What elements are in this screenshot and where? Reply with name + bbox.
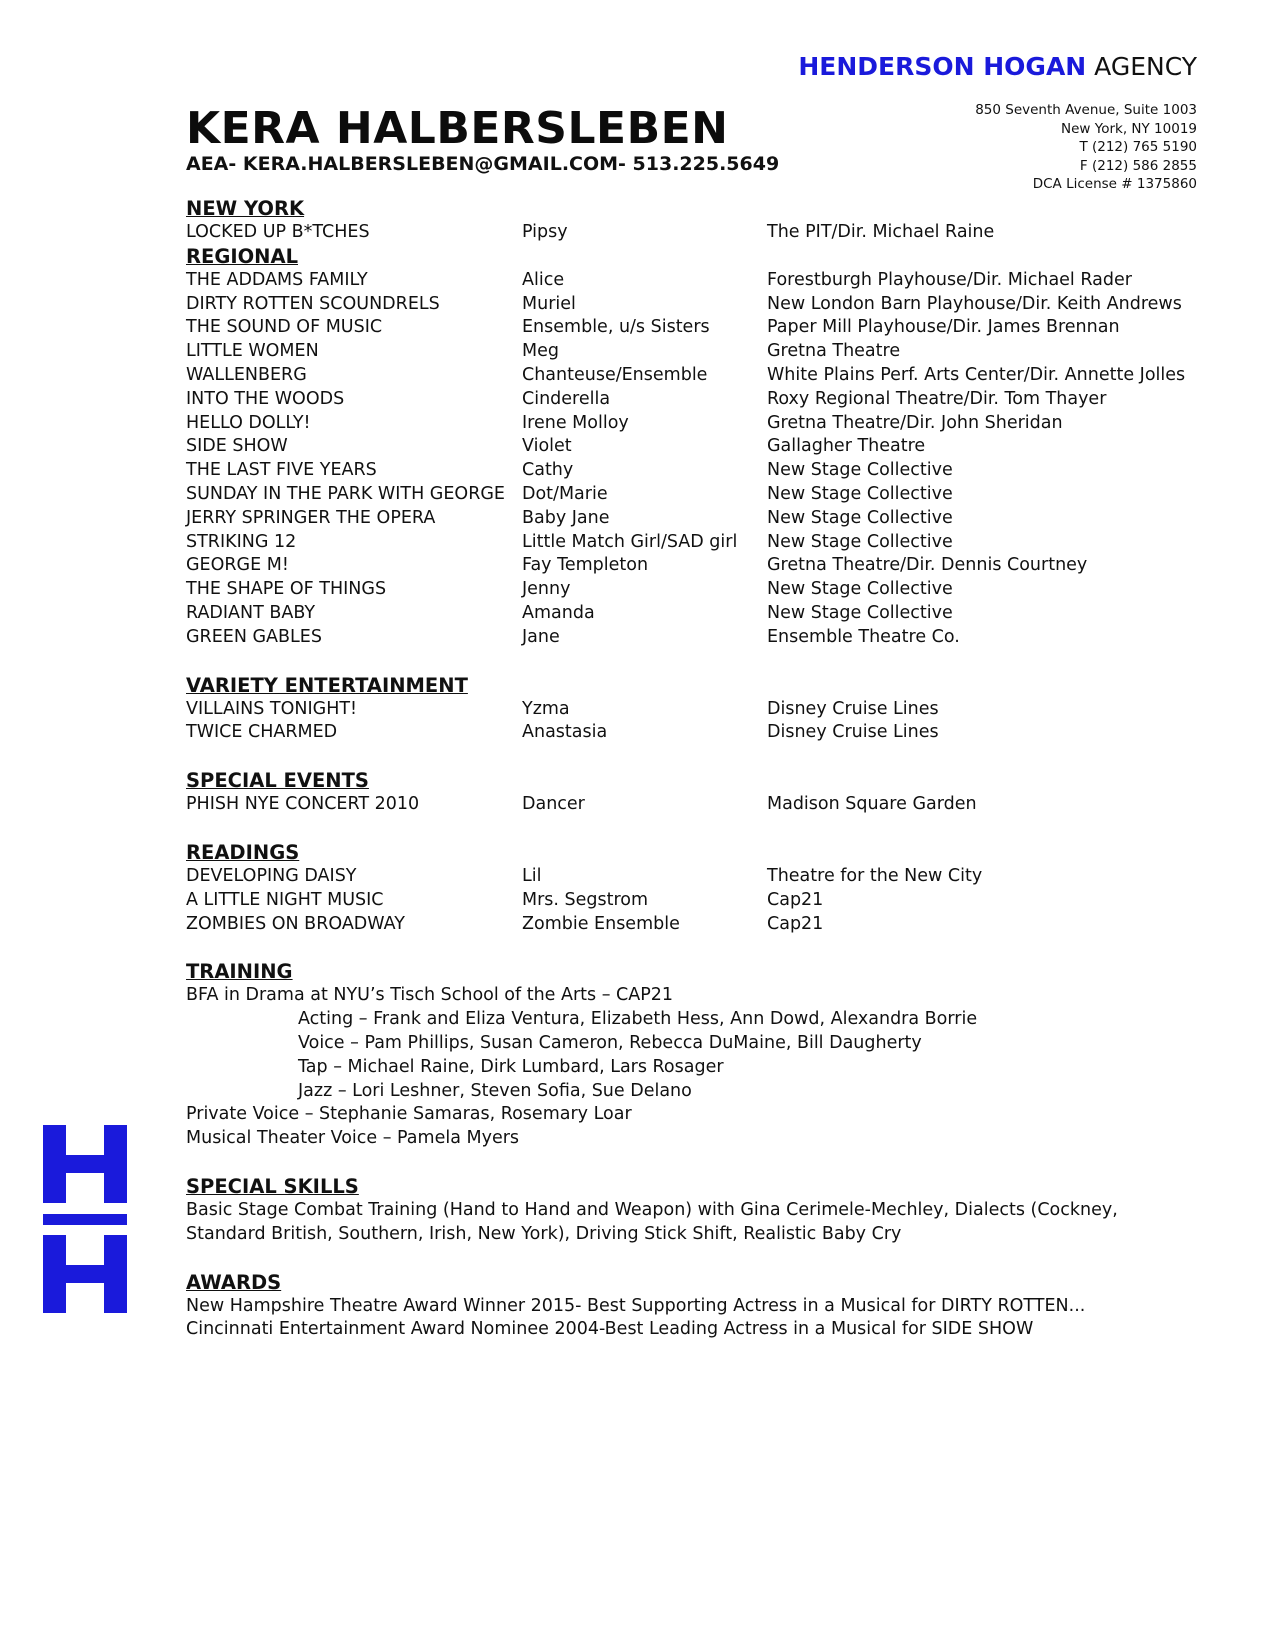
credit-venue: Paper Mill Playhouse/Dir. James Brennan — [767, 317, 1120, 338]
credit-venue: New Stage Collective — [767, 460, 953, 481]
credit-venue: Forestburgh Playhouse/Dir. Michael Rader — [767, 269, 1132, 290]
training-item: Tap – Michael Raine, Dirk Lumbard, Lars Rosager — [298, 1056, 724, 1077]
credit-show: ZOMBIES ON BROADWAY — [186, 913, 405, 934]
credit-row — [186, 435, 1196, 459]
credit-venue: Gallagher Theatre — [767, 436, 926, 457]
credit-role: Jane — [522, 626, 560, 647]
credit-role: Zombie Ensemble — [522, 913, 680, 934]
address-line: F (212) 586 2855 — [1079, 157, 1197, 174]
credit-role: Meg — [522, 341, 559, 362]
section-title: TRAINING — [186, 960, 293, 984]
credit-row — [186, 698, 1196, 722]
address-line: DCA License # 1375860 — [1032, 176, 1197, 193]
credit-venue: Ensemble Theatre Co. — [767, 626, 960, 647]
section-title: VARIETY ENTERTAINMENT — [186, 673, 468, 697]
credit-role: Jenny — [522, 579, 571, 600]
address-line: New York, NY 10019 — [1061, 120, 1197, 137]
credit-row — [186, 626, 1196, 650]
skills-line: Standard British, Southern, Irish, New York), Driving Stick Shift, Realistic Baby Cry — [186, 1223, 902, 1244]
credit-show: WALLENBERG — [186, 364, 307, 385]
credit-role: Dot/Marie — [522, 483, 608, 504]
credit-row — [186, 602, 1196, 626]
credit-show: RADIANT BABY — [186, 602, 316, 623]
credit-venue: Gretna Theatre/Dir. Dennis Courtney — [767, 555, 1088, 576]
credit-show: JERRY SPRINGER THE OPERA — [186, 507, 436, 528]
credit-role: Irene Molloy — [522, 412, 629, 433]
credit-role: Ensemble, u/s Sisters — [522, 317, 710, 338]
credit-row — [186, 721, 1196, 745]
credit-role: Anastasia — [522, 722, 608, 743]
credit-row — [186, 793, 1196, 817]
training-item: Private Voice – Stephanie Samaras, Rosemary Loar — [186, 1104, 632, 1125]
credit-show: LITTLE WOMEN — [186, 341, 319, 362]
credit-venue: Gretna Theatre/Dir. John Sheridan — [767, 412, 1063, 433]
credit-show: STRIKING 12 — [186, 531, 297, 552]
credit-venue: Disney Cruise Lines — [767, 722, 939, 743]
credit-venue: The PIT/Dir. Michael Raine — [767, 222, 995, 242]
credit-role: Violet — [522, 436, 572, 457]
credit-row — [186, 865, 1196, 889]
agency-name — [798, 52, 1197, 81]
credit-row — [186, 364, 1196, 388]
section-variety — [186, 674, 1196, 746]
credit-list — [186, 793, 1196, 817]
section-readings — [186, 841, 1196, 936]
credit-row — [186, 459, 1196, 483]
credit-row — [186, 316, 1196, 340]
credit-venue: New Stage Collective — [767, 579, 953, 600]
credit-list — [186, 269, 1196, 650]
agency-logo-icon — [43, 1125, 127, 1313]
section-training — [186, 960, 1196, 1151]
credit-show: SUNDAY IN THE PARK WITH GEORGE — [186, 483, 505, 504]
training-item: Voice – Pam Phillips, Susan Cameron, Rebecca DuMaine, Bill Daugherty — [298, 1032, 922, 1053]
section-awards — [186, 1271, 1196, 1343]
credit-venue: New Stage Collective — [767, 483, 953, 504]
credit-row — [186, 412, 1196, 436]
credit-show: DIRTY ROTTEN SCOUNDRELS — [186, 293, 440, 314]
credit-role: Muriel — [522, 293, 576, 314]
credit-venue: Gretna Theatre — [767, 341, 901, 362]
credit-row — [186, 269, 1196, 293]
training-item: Musical Theater Voice – Pamela Myers — [186, 1128, 520, 1149]
section-title: AWARDS — [186, 1270, 282, 1294]
credit-role: Alice — [522, 269, 565, 290]
credit-row — [186, 578, 1196, 602]
credit-show: A LITTLE NIGHT MUSIC — [186, 889, 384, 910]
address-line: T (212) 765 5190 — [1079, 139, 1197, 156]
credit-role: Mrs. Segstrom — [522, 889, 649, 910]
credit-role: Yzma — [522, 698, 570, 719]
credit-venue: Cap21 — [767, 889, 824, 910]
credit-role: Cathy — [522, 460, 574, 481]
credit-venue: Cap21 — [767, 913, 824, 934]
credit-show: THE SHAPE OF THINGS — [186, 579, 387, 600]
credit-list — [186, 221, 1196, 245]
section-title: REGIONAL — [186, 244, 299, 268]
credit-show: TWICE CHARMED — [186, 722, 338, 743]
credit-role: Dancer — [522, 794, 585, 815]
credit-role: Chanteuse/Ensemble — [522, 364, 708, 385]
credit-row — [186, 913, 1196, 937]
credit-venue: New London Barn Playhouse/Dir. Keith Andrews — [767, 293, 1182, 314]
performer-name: KERA HALBERSLEBEN — [186, 103, 729, 154]
credit-show: GEORGE M! — [186, 555, 289, 576]
training-degree: BFA in Drama at NYU’s Tisch School of the Arts – CAP21 — [186, 985, 674, 1006]
training-item: Jazz – Lori Leshner, Steven Sofia, Sue Delano — [298, 1080, 692, 1101]
section-title: SPECIAL SKILLS — [186, 1174, 359, 1198]
address-line: 850 Seventh Avenue, Suite 1003 — [975, 102, 1197, 118]
credit-row — [186, 554, 1196, 578]
credit-show: SIDE SHOW — [186, 436, 288, 457]
section-special-events — [186, 769, 1196, 817]
credit-row — [186, 221, 1196, 245]
credit-row — [186, 483, 1196, 507]
credit-role: Fay Templeton — [522, 555, 649, 576]
credit-show: LOCKED UP B*TCHES — [186, 222, 370, 242]
credit-show: INTO THE WOODS — [186, 388, 345, 409]
credit-list — [186, 698, 1196, 746]
credit-venue: Theatre for the New City — [767, 865, 983, 886]
credit-venue: Disney Cruise Lines — [767, 698, 939, 719]
credit-show: THE LAST FIVE YEARS — [186, 460, 377, 481]
credit-show: DEVELOPING DAISY — [186, 865, 357, 886]
training-item: Acting – Frank and Eliza Ventura, Elizabeth Hess, Ann Dowd, Alexandra Borrie — [298, 1009, 978, 1030]
credit-row — [186, 340, 1196, 364]
credit-role: Lil — [522, 865, 542, 886]
agency-address — [975, 101, 1197, 194]
credit-row — [186, 531, 1196, 555]
credit-show: THE SOUND OF MUSIC — [186, 317, 383, 338]
credit-role: Baby Jane — [522, 507, 610, 528]
credit-row — [186, 388, 1196, 412]
section-title: NEW YORK — [186, 197, 305, 220]
credit-list — [186, 865, 1196, 936]
credit-show: PHISH NYE CONCERT 2010 — [186, 794, 420, 815]
section-regional — [186, 245, 1196, 650]
credit-venue: Madison Square Garden — [767, 794, 977, 815]
credit-venue: New Stage Collective — [767, 531, 953, 552]
agency-name-suffix: AGENCY — [1086, 52, 1197, 81]
resume-body — [186, 197, 1196, 1342]
section-title: SPECIAL EVENTS — [186, 769, 369, 793]
credit-venue: New Stage Collective — [767, 602, 953, 623]
credit-venue: New Stage Collective — [767, 507, 953, 528]
performer-contact: AEA- KERA.HALBERSLEBEN@GMAIL.COM- 513.225.5649 — [186, 153, 780, 175]
credit-show: GREEN GABLES — [186, 626, 322, 647]
credit-row — [186, 293, 1196, 317]
credit-row — [186, 889, 1196, 913]
credit-venue: Roxy Regional Theatre/Dir. Tom Thayer — [767, 388, 1107, 409]
credit-role: Pipsy — [522, 222, 568, 242]
credit-show: THE ADDAMS FAMILY — [186, 269, 368, 290]
section-special-skills — [186, 1175, 1196, 1247]
credit-show: HELLO DOLLY! — [186, 412, 311, 433]
credit-venue: White Plains Perf. Arts Center/Dir. Annette Jolles — [767, 364, 1186, 385]
credit-show: VILLAINS TONIGHT! — [186, 698, 358, 719]
award-line: Cincinnati Entertainment Award Nominee 2004-Best Leading Actress in a Musical for SIDE SHOW — [186, 1319, 1034, 1340]
credit-role: Little Match Girl/SAD girl — [522, 531, 738, 552]
award-line: New Hampshire Theatre Award Winner 2015- Best Supporting Actress in a Musical for DIRTY ROTTEN... — [186, 1295, 1086, 1316]
credit-row — [186, 507, 1196, 531]
credit-role: Cinderella — [522, 388, 611, 409]
credit-role: Amanda — [522, 602, 595, 623]
skills-line: Basic Stage Combat Training (Hand to Hand and Weapon) with Gina Cerimele-Mechley, Dialects (Cockney, — [186, 1199, 1118, 1220]
section-title: READINGS — [186, 840, 300, 864]
agency-name-highlight: HENDERSON HOGAN — [798, 52, 1087, 81]
section-new-york — [186, 197, 1196, 245]
